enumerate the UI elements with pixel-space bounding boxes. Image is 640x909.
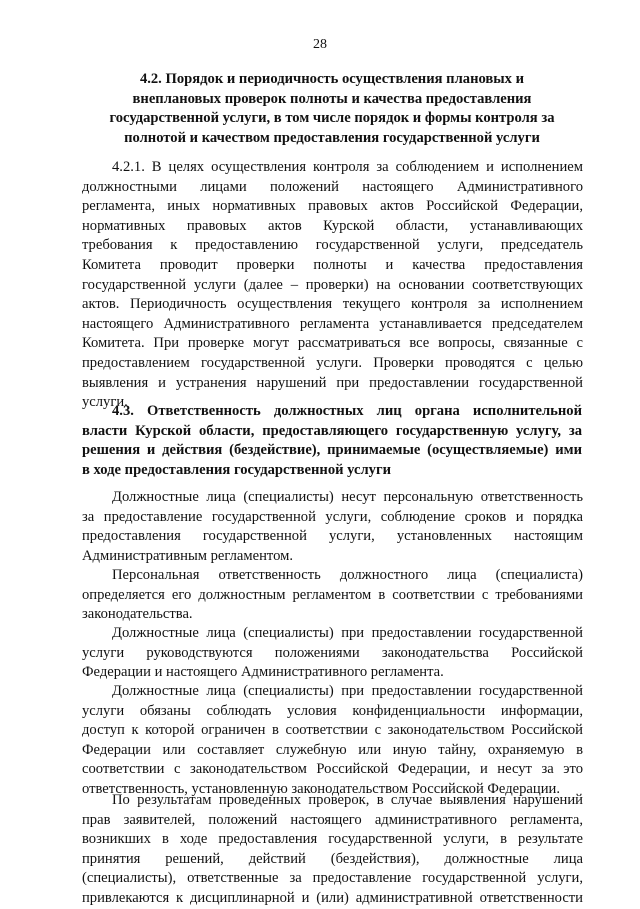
text-line: определяется его должностным регламентом в соответствии с требованиями <box>82 586 583 603</box>
text-line: Федерации или составляет служебную или иную тайну, охраняемую в <box>82 741 583 758</box>
heading-line: полнотой и качеством предоставления государственной услуги <box>124 129 540 146</box>
text-line: Комитета. При проверке могут рассматриваться все вопросы, связанные с <box>82 335 583 352</box>
section-4-3-paragraph-1 <box>82 488 583 566</box>
text-line: (специалисты), ответственные за предоставление государственной услуги, <box>82 870 583 887</box>
text-line: привлекаются к дисциплинарной и (или) административной ответственности <box>82 889 583 906</box>
text-line: прав заявителей, положений настоящего административного регламента, <box>82 811 583 828</box>
section-4-2-1-paragraph <box>82 158 583 413</box>
text-line: Персональная ответственность должностного лица (специалиста) <box>112 567 583 583</box>
text-line: принятия решений, действий (бездействия), должностные лица <box>82 850 583 867</box>
text-line: предоставления государственной услуги, установленных настоящим <box>82 528 583 545</box>
heading-line: 4.2. Порядок и периодичность осуществления плановых и <box>139 71 525 87</box>
text-line: государственной услуги (далее – проверки) на основании соответствующих <box>82 276 583 293</box>
text-line: законодательства. <box>82 606 193 623</box>
text-line: Должностные лица (специалисты) несут персональную ответственность <box>112 489 583 505</box>
text-line: доступ к которой ограничен в соответствии с законодательством Российской <box>82 722 583 739</box>
text-line: выявления и устранения нарушений при предоставлении государственной <box>82 374 583 391</box>
heading-line: в ходе предоставления государственной услуги <box>82 461 392 478</box>
section-4-2-heading <box>82 70 582 148</box>
text-line: услуги. <box>82 394 128 411</box>
text-line: услуги руководствуются положениями законодательства Российской <box>82 644 583 661</box>
heading-line: решения и действия (бездействие), принимаемые (осуществляемые) ими <box>82 442 582 458</box>
heading-line: власти Курской области, предоставляющего государственную услугу, за <box>82 422 582 439</box>
heading-line: 4.3. Ответственность должностных лиц органа исполнительной <box>112 403 582 419</box>
text-line: соответствии с законодательством Российской Федерации, и несут за это <box>82 761 583 778</box>
text-line: Должностные лица (специалисты) при предоставлении государственной <box>112 625 583 641</box>
page-number: 28 <box>313 37 327 52</box>
text-line: возникших в ходе предоставления государственной услуги, в результате <box>82 831 583 848</box>
section-4-3-heading <box>82 402 582 480</box>
text-line: должностными лицами положений настоящего Административного <box>82 178 583 195</box>
text-line: услуги обязаны соблюдать условия конфиденциальности информации, <box>82 702 583 719</box>
section-4-3-paragraph-3 <box>82 624 583 683</box>
text-line: за предоставление государственной услуги, соблюдение сроков и порядка <box>82 508 583 525</box>
text-line: По результатам проведенных проверок, в случае выявления нарушений <box>112 792 583 808</box>
text-line: требования к предоставлению государственной услуги, председатель <box>82 237 583 254</box>
section-4-3-paragraph-5 <box>82 791 583 909</box>
text-line: актов. Периодичность осуществления текущего контроля за исполнением <box>82 296 583 313</box>
heading-line: государственной услуги, в том числе порядок и формы контроля за <box>109 110 555 126</box>
text-line: ответственность, установленную законодательством Российской Федерации. <box>82 780 560 797</box>
text-line: Административным регламентом. <box>82 547 294 564</box>
text-line: Должностные лица (специалисты) при предоставлении государственной <box>112 683 583 699</box>
section-4-3-paragraph-4 <box>82 682 583 800</box>
text-line: регламента, иных нормативных правовых актов Российской Федерации, <box>82 198 583 215</box>
text-line: настоящего Административного регламента устанавливается председателем <box>82 315 583 332</box>
text-line: 4.2.1. В целях осуществления контроля за соблюдением и исполнением <box>112 159 583 175</box>
heading-line: внеплановых проверок полноты и качества предоставления <box>132 90 532 107</box>
text-line: предоставлением государственной услуги. Проверки проводятся с целью <box>82 354 583 371</box>
text-line: Комитета проводит проверки полноты и качества предоставления <box>82 256 583 273</box>
text-line: Федерации и настоящего Административного регламента. <box>82 664 444 681</box>
section-4-3-paragraph-2 <box>82 566 583 625</box>
text-line: нормативных правовых актов Курской области, устанавливающих <box>82 217 583 234</box>
